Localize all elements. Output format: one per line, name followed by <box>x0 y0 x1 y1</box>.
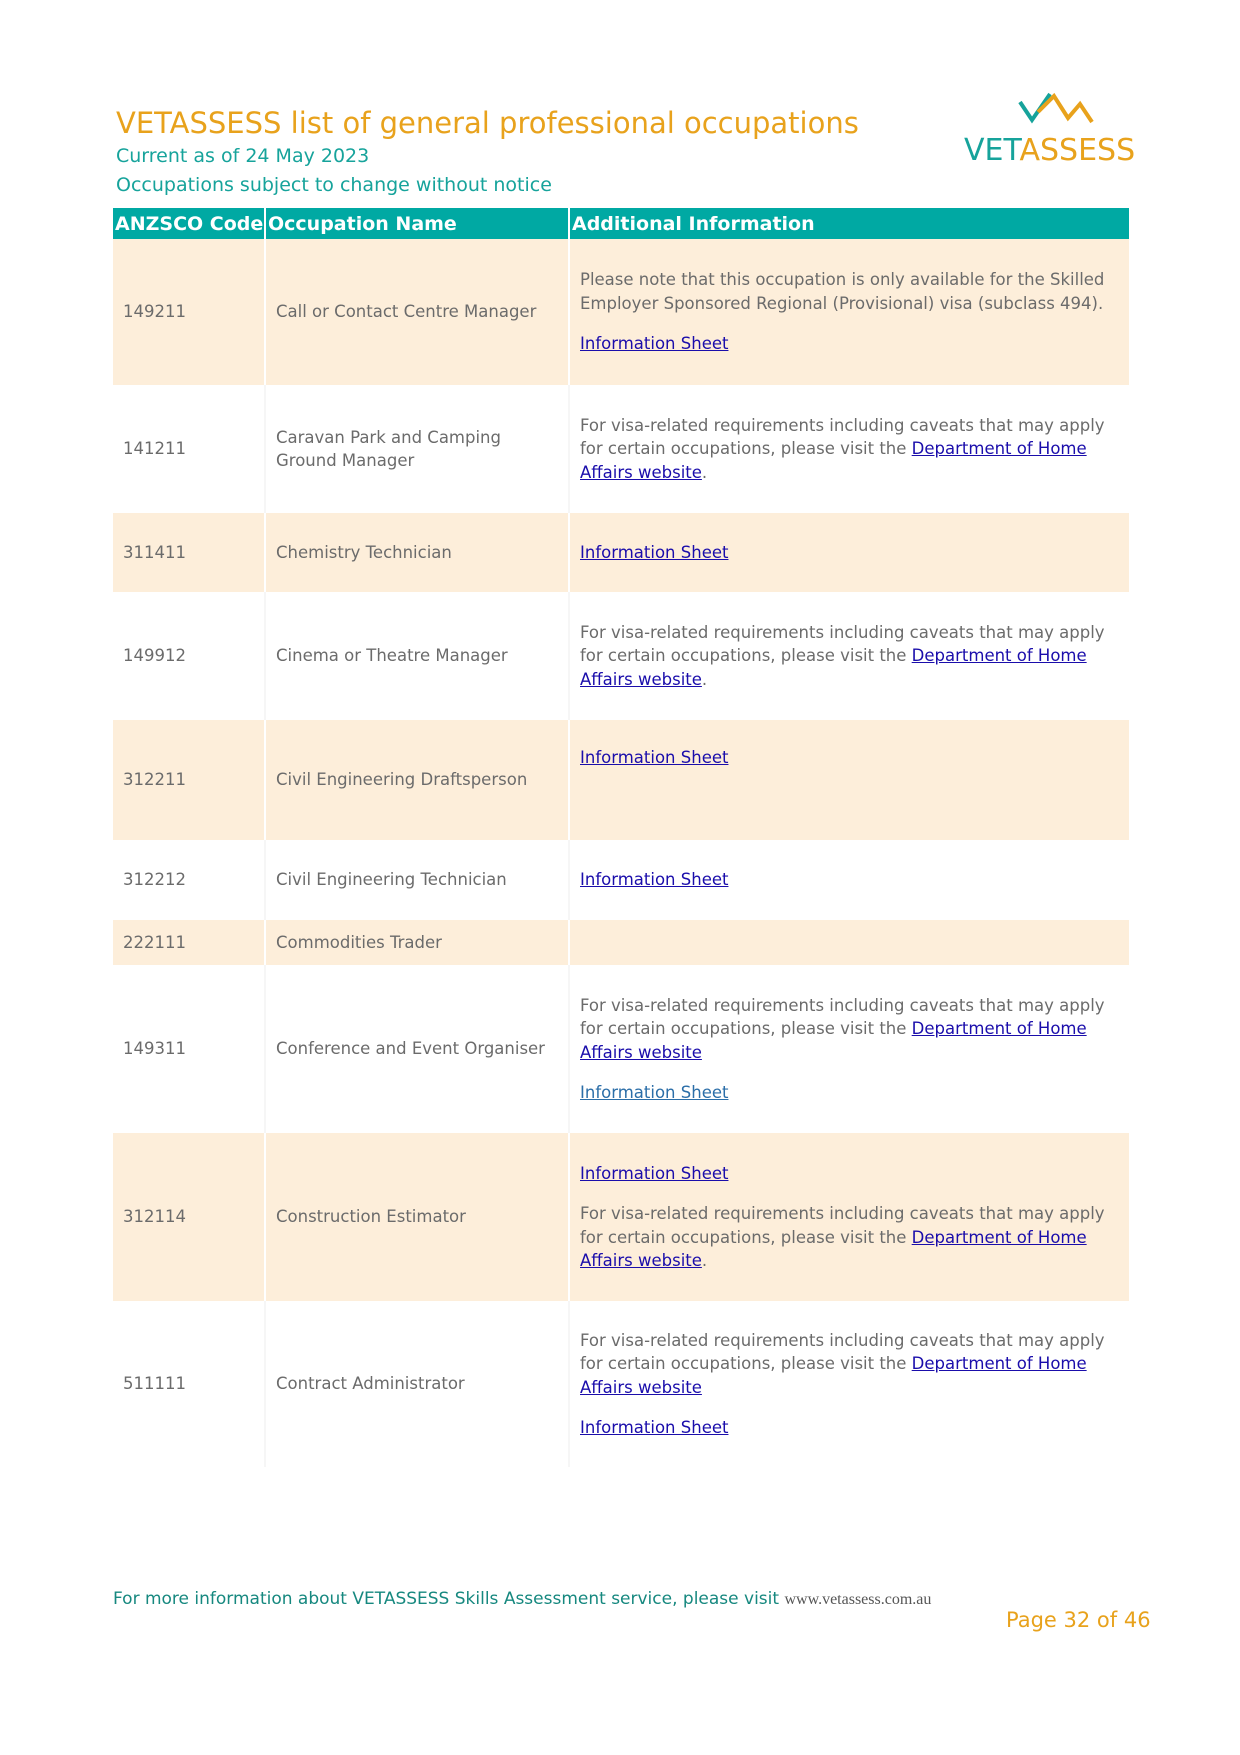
table-header-row <box>113 208 1129 239</box>
information-sheet-link[interactable]: Information Sheet <box>580 1418 729 1437</box>
anzsco-code: 149211 <box>113 239 265 385</box>
additional-info <box>569 1301 1129 1467</box>
current-date-note: Current as of 24 May 2023 <box>116 145 370 167</box>
information-sheet-link[interactable]: Information Sheet <box>580 870 729 890</box>
visa-text: For visa-related requirements including caveats that may apply for certain occupations, please visit the <box>580 622 1105 666</box>
occupation-name: Call or Contact Centre Manager <box>265 239 569 385</box>
information-sheet-link[interactable]: Information Sheet <box>580 334 729 354</box>
table-row <box>113 513 1129 592</box>
footer-url[interactable]: www.vetassess.com.au <box>784 1591 932 1608</box>
visa-text: For visa-related requirements including caveats that may apply for certain occupations, please visit the <box>580 1204 1105 1247</box>
visa-text: For visa-related requirements including caveats that may apply for certain occupations, please visit the <box>580 1330 1105 1373</box>
logo-wordmark <box>964 134 1135 168</box>
home-affairs-link[interactable]: Department of Home Affairs website <box>580 439 1087 482</box>
logo-text-assess: ASSESS <box>1019 133 1136 168</box>
vetassess-logo <box>964 90 1134 174</box>
change-notice: Occupations subject to change without notice <box>116 174 552 196</box>
additional-info <box>569 720 1129 840</box>
table-row <box>113 592 1129 720</box>
table-row <box>113 1301 1129 1467</box>
anzsco-code: 312212 <box>123 870 186 890</box>
page-header <box>116 104 936 200</box>
occupation-name: Cinema or Theatre Manager <box>265 592 569 720</box>
logo-text-vet: VET <box>964 133 1020 168</box>
occupations-table <box>113 208 1129 1467</box>
home-affairs-link[interactable]: Department of Home Affairs website <box>580 1227 1087 1270</box>
occupation-name: Conference and Event Organiser <box>265 965 569 1133</box>
additional-info <box>569 592 1129 720</box>
page-number: Page 32 of 46 <box>1006 1608 1151 1632</box>
home-affairs-link[interactable]: Department of Home Affairs website <box>580 1019 1087 1062</box>
additional-info <box>569 1133 1129 1301</box>
anzsco-code: 141211 <box>123 439 186 459</box>
anzsco-code: 312114 <box>113 1133 265 1301</box>
logo-check-icon <box>1018 90 1098 138</box>
column-header-info: Additional Information <box>569 208 1129 239</box>
home-affairs-link[interactable]: Department of Home Affairs website <box>580 646 1087 689</box>
visa-text-end: . <box>701 669 708 689</box>
anzsco-code: 511111 <box>123 1374 186 1394</box>
information-sheet-link[interactable]: Information Sheet <box>580 542 729 562</box>
home-affairs-link[interactable]: Department of Home Affairs website <box>580 1354 1087 1397</box>
table-row <box>113 1133 1129 1301</box>
visa-text-end: . <box>701 1251 708 1270</box>
occupation-name: Civil Engineering Draftsperson <box>265 720 569 840</box>
table-row <box>113 720 1129 840</box>
document-title: VETASSESS list of general professional occupations <box>116 106 859 140</box>
occupation-name: Construction Estimator <box>265 1133 569 1301</box>
information-sheet-link[interactable]: Information Sheet <box>580 748 729 767</box>
anzsco-code: 149912 <box>123 646 186 666</box>
column-header-code: ANZSCO Code <box>113 208 265 239</box>
visa-text: For visa-related requirements including caveats that may apply for certain occupations, please visit the <box>580 415 1105 459</box>
occupation-name: Chemistry Technician <box>265 513 569 592</box>
note-text: Please note that this occupation is only available for the Skilled Employer Sponsored Regional (Provisional) visa (subclass 494). <box>580 270 1105 313</box>
occupation-name: Civil Engineering Technician <box>265 840 569 920</box>
page-footer <box>113 1589 931 1609</box>
column-header-name: Occupation Name <box>265 208 569 239</box>
table-row <box>113 840 1129 920</box>
table-row <box>113 385 1129 513</box>
additional-info <box>569 385 1129 513</box>
anzsco-code: 311411 <box>113 513 265 592</box>
occupation-name: Caravan Park and Camping Ground Manager <box>265 385 569 513</box>
information-sheet-link[interactable]: Information Sheet <box>580 1083 729 1102</box>
additional-info <box>569 239 1129 385</box>
occupation-name: Commodities Trader <box>265 920 569 965</box>
additional-info <box>569 920 1129 965</box>
occupation-name: Contract Administrator <box>265 1301 569 1467</box>
additional-info <box>569 840 1129 920</box>
information-sheet-link[interactable]: Information Sheet <box>580 1163 729 1183</box>
additional-info <box>569 513 1129 592</box>
visa-text-end: . <box>701 462 708 482</box>
table-row <box>113 920 1129 965</box>
table-row <box>113 239 1129 385</box>
visa-text: For visa-related requirements including caveats that may apply for certain occupations, please visit the <box>580 995 1105 1038</box>
anzsco-code: 222111 <box>113 920 265 965</box>
additional-info <box>569 965 1129 1133</box>
footer-text: For more information about VETASSESS Skills Assessment service, please visit <box>113 1589 785 1609</box>
anzsco-code: 149311 <box>123 1039 186 1059</box>
table-row <box>113 965 1129 1133</box>
anzsco-code: 312211 <box>113 720 265 840</box>
